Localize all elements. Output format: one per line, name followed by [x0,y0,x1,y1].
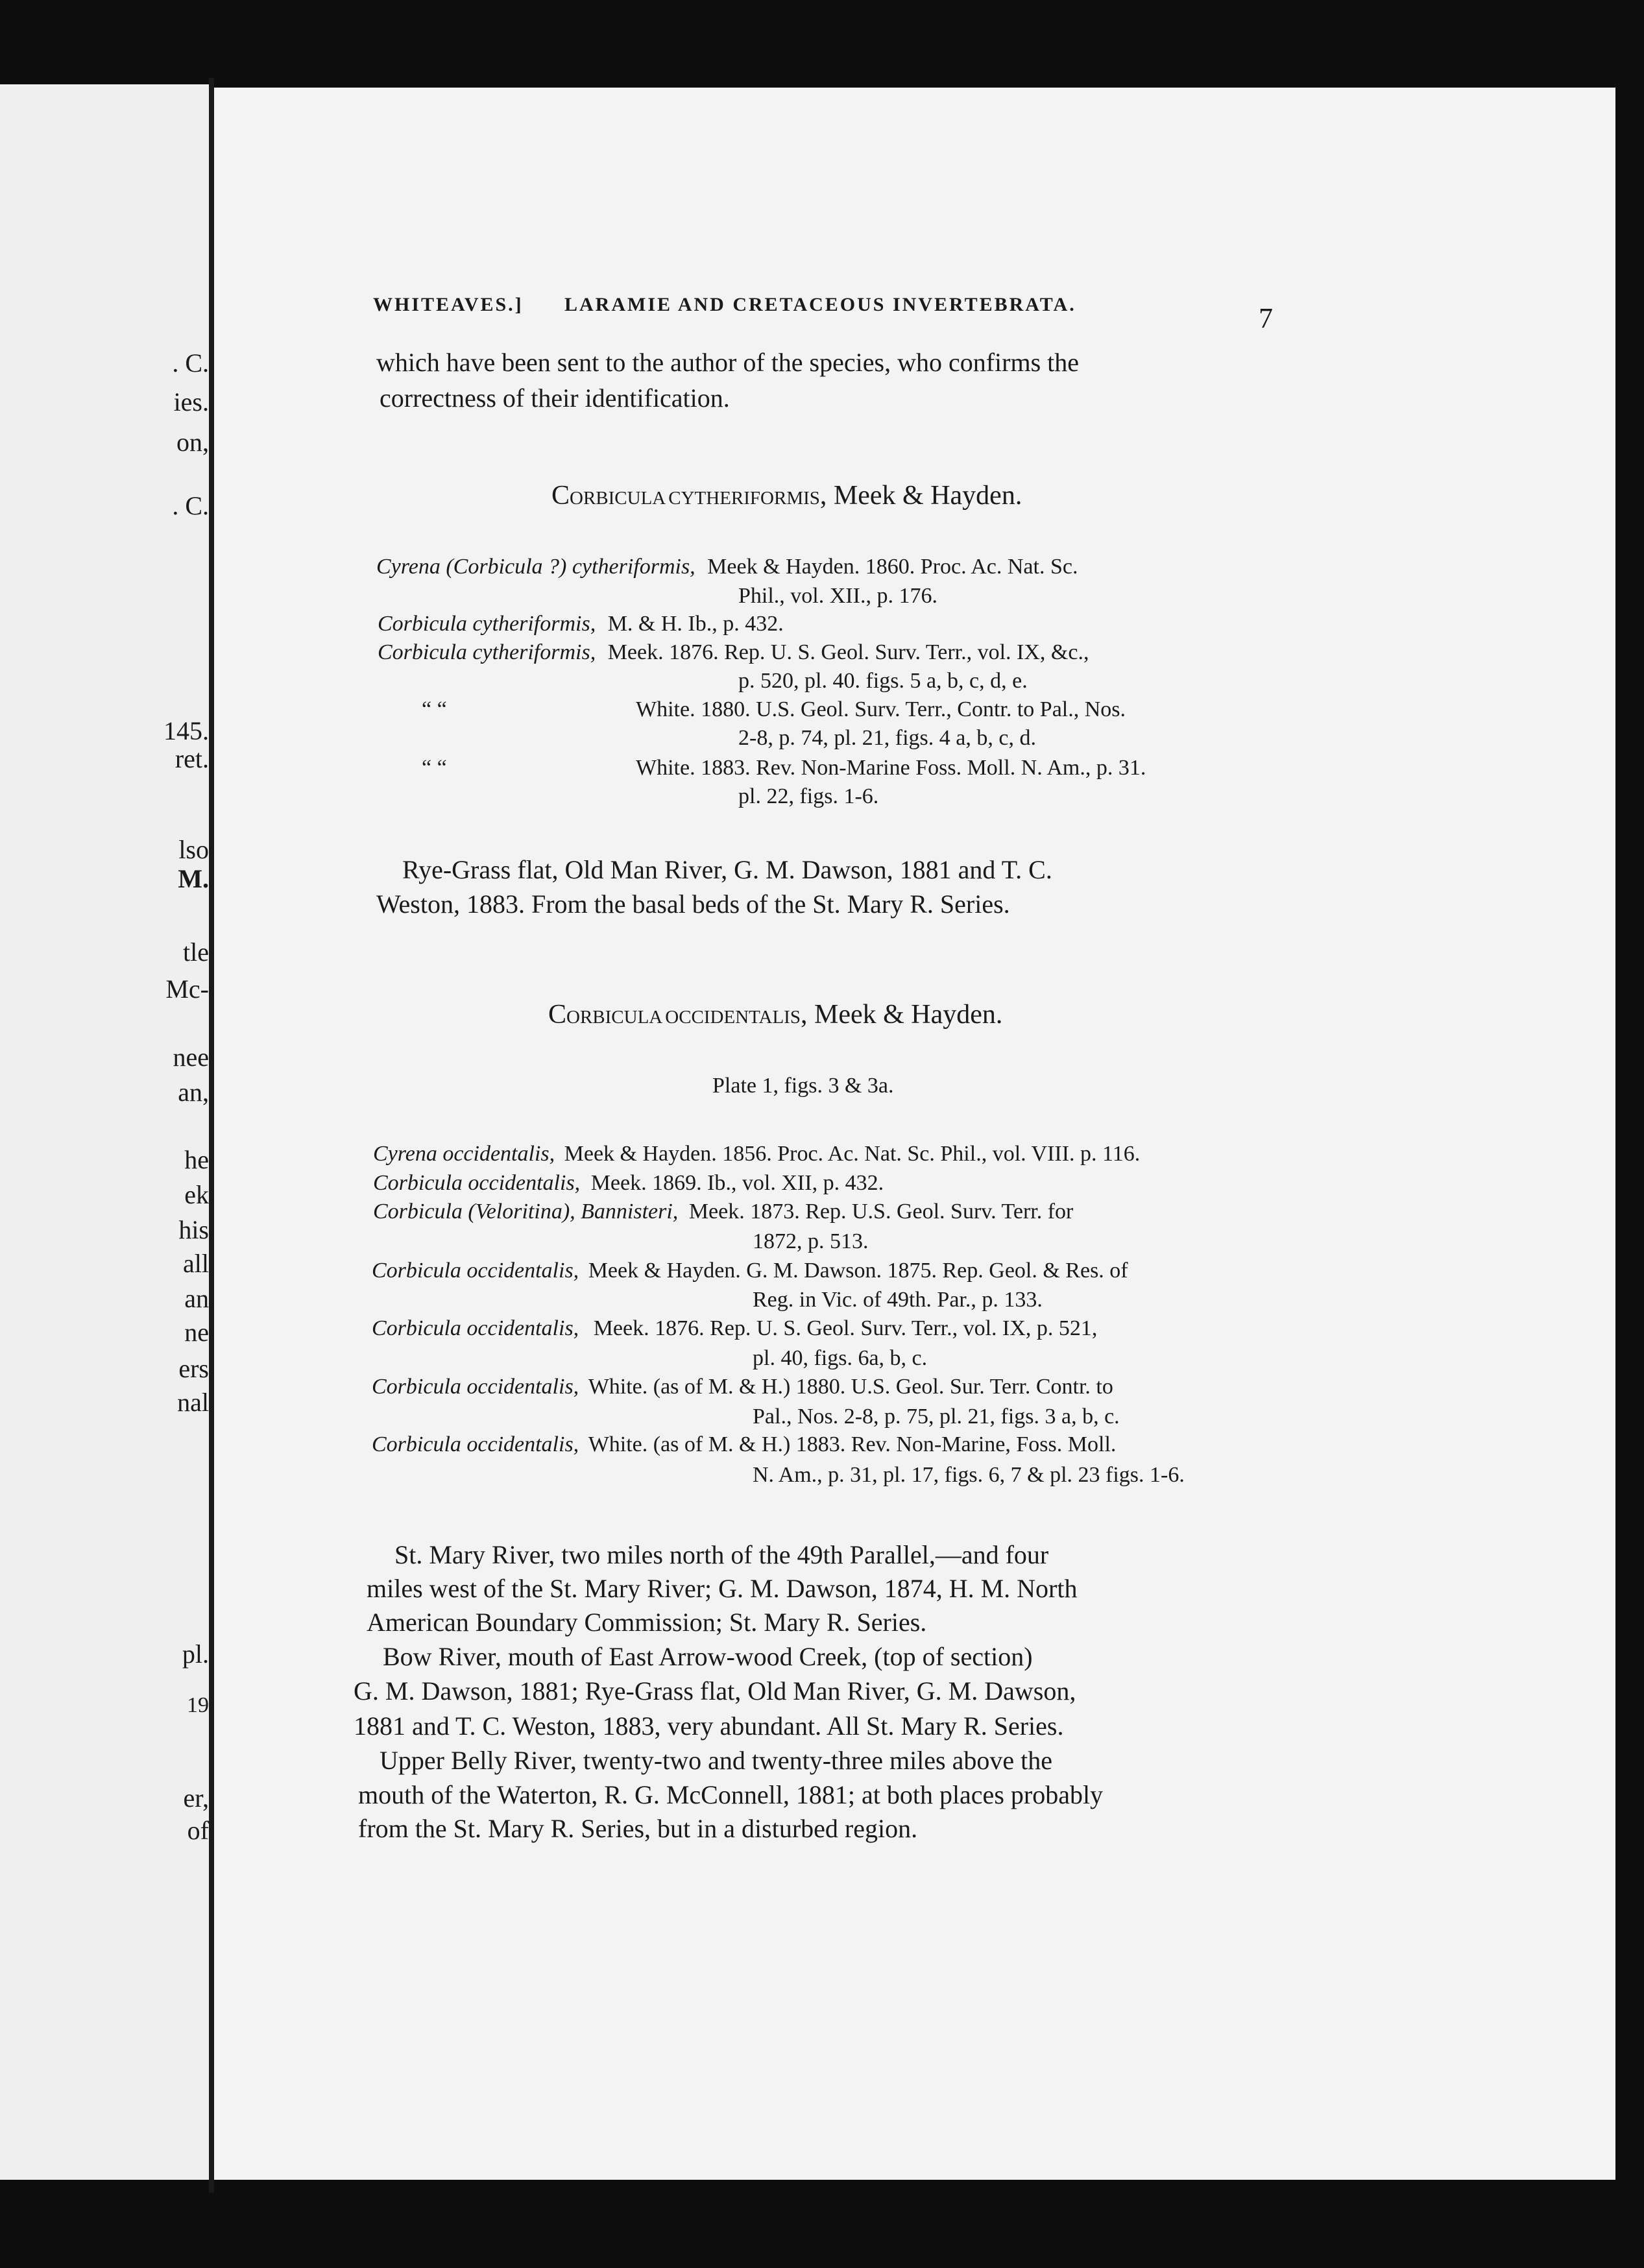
left-frag: an [184,1284,209,1313]
species-authors: , Meek & Hayden. [819,481,1022,511]
synonym-entry [373,1200,1073,1224]
synonym-entry [372,1316,1097,1341]
locality-line: Rye-Grass flat, Old Man River, G. M. Dawson, 1881 and T. C. [402,855,1052,884]
locality-line: from the St. Mary R. Series, but in a disturbed region. [358,1814,918,1843]
synonym-ref: Meek & Hayden. 1860. Proc. Ac. Nat. Sc. [707,555,1078,579]
left-frag: er, [183,1783,209,1813]
locality-line: 1881 and T. C. Weston, 1883, very abundant. All St. Mary R. Series. [354,1711,1064,1741]
synonym-ref: Meek & Hayden. G. M. Dawson. 1875. Rep. Geol. & Res. of [588,1259,1128,1283]
locality-line: Weston, 1883. From the basal beds of the St. Mary R. Series. [376,889,1010,919]
locality-line: miles west of the St. Mary River; G. M. Dawson, 1874, H. M. North [367,1574,1078,1603]
synonym-ref: Meek. 1873. Rep. U.S. Geol. Surv. Terr. for [688,1200,1074,1224]
species-heading [548,999,1002,1030]
synonym-name: Corbicula cytheriformis, [378,612,596,636]
species-heading [551,480,1022,511]
synonym-cont: p. 520, pl. 40. figs. 5 a, b, c, d, e. [738,669,1028,693]
synonym-cont: 1872, p. 513. [753,1229,869,1253]
left-frag: . C. [172,491,209,520]
left-frag: ers [178,1354,209,1383]
locality-line: mouth of the Waterton, R. G. McConnell, 1881; at both places probably [358,1780,1104,1809]
left-frag: an, [178,1078,209,1107]
intro-line: correctness of their identification. [380,383,730,413]
synonym-entry [378,640,1089,665]
locality-line: Upper Belly River, twenty-two and twenty-three miles above the [380,1746,1052,1775]
genus-initial: C [551,481,570,511]
left-frag: of [187,1816,209,1845]
left-frag: ek [184,1180,209,1209]
synonym-cont: pl. 40, figs. 6a, b, c. [753,1346,928,1370]
left-frag: 19 [187,1693,209,1717]
running-head-title: LARAMIE AND CRETACEOUS INVERTEBRATA. [564,294,1076,315]
main-page [214,88,1615,2180]
synonym-cont: Phil., vol. XII., p. 176. [738,584,937,608]
synonym-entry [373,1142,1140,1166]
synonym-ref: M. & H. Ib., p. 432. [607,612,784,636]
left-frag: tle [183,937,209,967]
synonym-ref: Meek & Hayden. 1856. Proc. Ac. Nat. Sc. Phil., vol. VIII. p. 116. [564,1142,1141,1166]
synonym-cont: Pal., Nos. 2-8, p. 75, pl. 21, figs. 3 a, b, c. [753,1405,1120,1429]
left-frag: ne [184,1318,209,1347]
synonym-entry [372,1375,1113,1399]
synonym-ref: White. (as of M. & H.) 1883. Rev. Non-Marine, Foss. Moll. [588,1432,1117,1456]
synonym-ditto: “ “ [422,756,447,780]
left-frag: ies. [173,387,209,416]
synonym-name: Cyrena occidentalis, [373,1142,555,1166]
synonym-name: Corbicula occidentalis, [372,1259,579,1283]
left-frag: 145. [163,716,209,745]
plate-reference: Plate 1, figs. 3 & 3a. [712,1074,894,1098]
left-frag: lso [178,835,209,864]
book-gutter [209,78,214,2193]
left-frag: nee [173,1043,209,1072]
left-frag: . C. [172,348,209,378]
synonym-ref: White. (as of M. & H.) 1880. U.S. Geol. Sur. Terr. Contr. to [588,1375,1113,1399]
synonym-ref: Meek. 1869. Ib., vol. XII, p. 432. [590,1171,884,1195]
synonym-name: Corbicula cytheriformis, [378,640,596,664]
synonym-ditto: “ “ [422,697,447,721]
running-head-author: WHITEAVES.] [373,294,524,315]
left-frag: all [183,1249,209,1278]
left-frag: M. [178,864,209,893]
locality-line: G. M. Dawson, 1881; Rye-Grass flat, Old Man River, G. M. Dawson, [354,1676,1076,1706]
synonym-entry [372,1432,1116,1457]
synonym-entry [378,612,784,636]
synonym-cont: 2-8, p. 74, pl. 21, figs. 4 a, b, c, d. [738,726,1036,750]
synonym-ref: White. 1880. U.S. Geol. Surv. Terr., Contr. to Pal., Nos. [636,697,1126,721]
synonym-name: Corbicula (Veloritina), Bannisteri, [373,1200,679,1224]
left-frag: ret. [175,744,209,773]
left-frag: Mc- [165,974,209,1004]
intro-line: which have been sent to the author of the species, who confirms the [376,348,1080,377]
synonym-ref: White. 1883. Rev. Non-Marine Foss. Moll. N. Am., p. 31. [636,756,1146,780]
left-frag: pl. [182,1639,209,1669]
left-frag: nal [177,1388,209,1417]
synonym-name: Cyrena (Corbicula ?) cytheriformis, [376,555,695,579]
synonym-name: Corbicula occidentalis, [372,1375,579,1399]
genus-rest: orbicula [566,1000,663,1030]
species-authors: , Meek & Hayden. [800,1000,1003,1030]
synonym-entry [372,1259,1128,1283]
left-page-fragment [0,84,209,2180]
left-frag: his [178,1215,209,1244]
left-frag: he [184,1145,209,1174]
locality-line: American Boundary Commission; St. Mary R. Series. [367,1608,927,1637]
locality-line: Bow River, mouth of East Arrow-wood Creek, (top of section) [383,1642,1033,1671]
synonym-ref: Meek. 1876. Rep. U. S. Geol. Surv. Terr., vol. IX, p. 521, [593,1316,1098,1340]
left-frag: on, [176,428,209,457]
synonym-ref: Meek. 1876. Rep. U. S. Geol. Surv. Terr., vol. IX, &c., [607,640,1089,664]
synonym-name: Corbicula occidentalis, [372,1432,579,1456]
synonym-name: Corbicula occidentalis, [372,1316,579,1340]
synonym-name: Corbicula occidentalis, [373,1171,581,1195]
synonym-cont: N. Am., p. 31, pl. 17, figs. 6, 7 & pl. 23 figs. 1-6. [753,1463,1185,1487]
synonym-entry [376,555,1078,579]
page-number: 7 [1259,302,1273,334]
synonym-cont: pl. 22, figs. 1-6. [738,784,879,808]
synonym-cont: Reg. in Vic. of 49th. Par., p. 133. [753,1288,1043,1312]
genus-initial: C [548,1000,567,1030]
synonym-entry [373,1171,884,1196]
locality-line: St. Mary River, two miles north of the 49th Parallel,—and four [394,1540,1049,1569]
genus-rest: orbicula [570,481,666,511]
species-epithet: cytheriformis [668,481,820,511]
species-epithet: occidentalis [665,1000,801,1030]
